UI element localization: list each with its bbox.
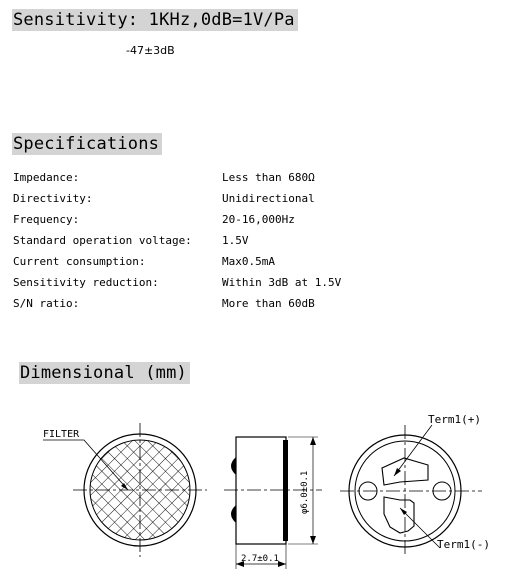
spec-label-directivity: Directivity: [13, 192, 93, 205]
thickness-label: 2.7±0.1 [241, 554, 279, 564]
sensitivity-value: -47±3dB [126, 44, 175, 57]
spec-value-sn-ratio: More than 60dB [222, 297, 315, 310]
diameter-label: φ6.0±0.1 [300, 470, 310, 514]
spec-label-voltage: Standard operation voltage: [13, 234, 192, 247]
specifications-heading: Specifications [12, 133, 162, 155]
spec-value-current: Max0.5mA [222, 255, 275, 268]
side-view [224, 437, 322, 569]
bottom-solder-pad [231, 505, 236, 523]
sensitivity-heading: Sensitivity: 1KHz,0dB=1V/Pa [12, 9, 298, 31]
spec-label-impedance: Impedance: [13, 171, 80, 184]
diameter-arrow-top [310, 437, 316, 445]
spec-value-impedance: Less than 680Ω [222, 171, 315, 184]
spec-label-current: Current consumption: [13, 255, 146, 268]
spec-value-sensitivity-reduction: Within 3dB at 1.5V [222, 276, 342, 289]
term-plus-arrowhead [394, 468, 401, 476]
back-view [340, 413, 490, 557]
spec-value-directivity: Unidirectional [222, 192, 315, 205]
capsule-side-body [236, 437, 286, 544]
spec-label-sensitivity-reduction: Sensitivity reduction: [13, 276, 159, 289]
spec-value-frequency: 20-16,000Hz [222, 213, 295, 226]
filter-label: FILTER [43, 429, 80, 440]
dimensional-heading: Dimensional (mm) [19, 362, 190, 384]
term-minus-leader [400, 508, 440, 548]
spec-value-voltage: 1.5V [222, 234, 249, 247]
thickness-arrow-right [278, 561, 286, 567]
diameter-arrow-bottom [310, 536, 316, 544]
term-plus-leader [394, 425, 432, 476]
spec-label-sn-ratio: S/N ratio: [13, 297, 80, 310]
term-plus-label: Term1(+) [428, 413, 481, 426]
top-solder-pad [231, 457, 236, 475]
term-minus-label: Term1(-) [437, 538, 490, 551]
spec-label-frequency: Frequency: [13, 213, 80, 226]
negative-terminal-pad [384, 497, 414, 533]
capsule-front-face [283, 440, 288, 541]
front-view [43, 423, 207, 557]
